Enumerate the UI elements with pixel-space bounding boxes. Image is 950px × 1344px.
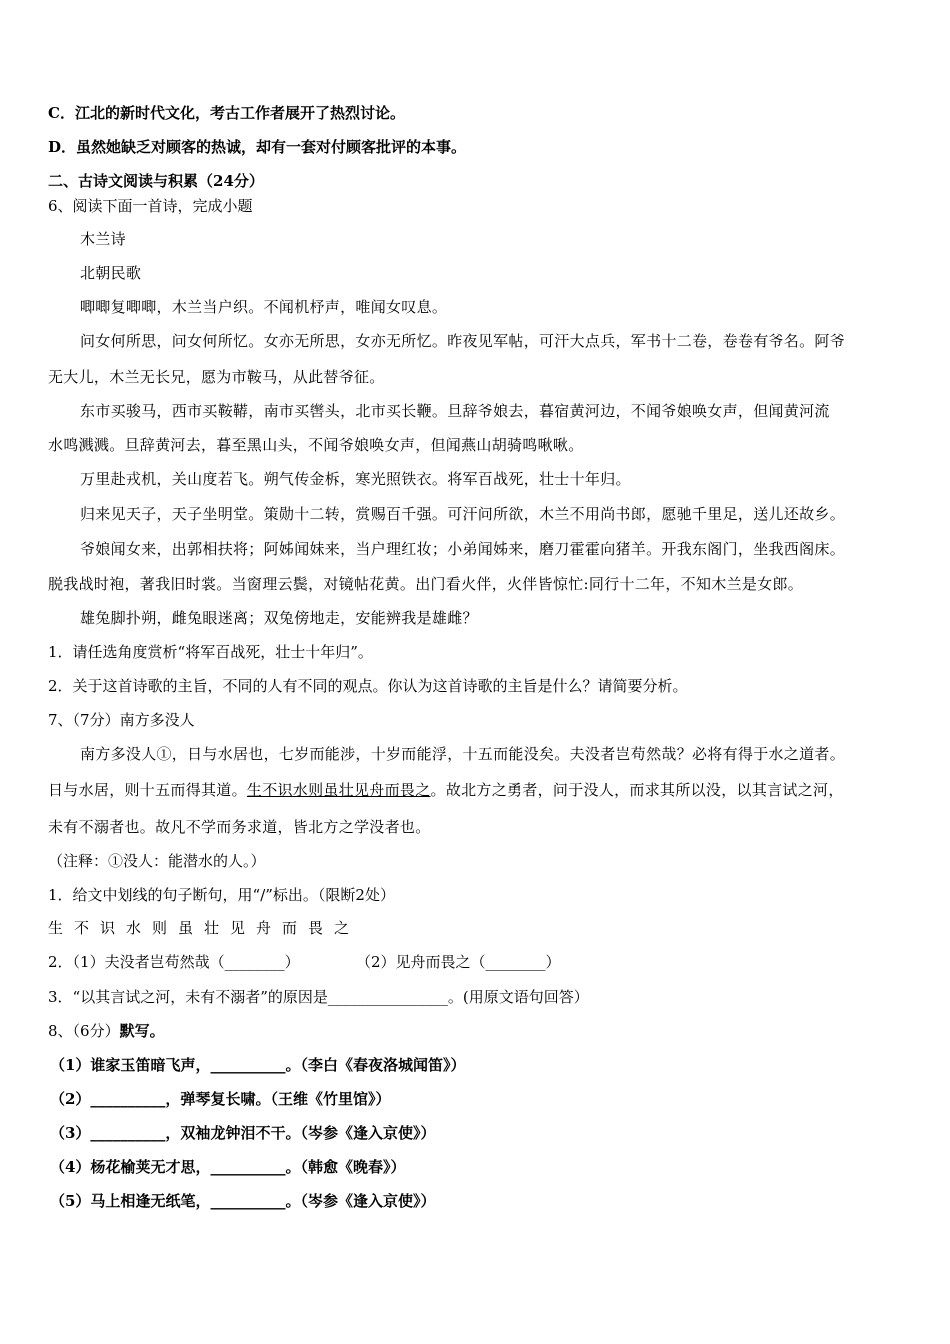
option-d: D．虽然她缺乏对顾客的热诚，却有一套对付顾客批评的本事。 (48, 138, 467, 156)
dictation-line: （1）谁家玉笛暗飞声，__________。（李白《春夜洛城闻笛》） (50, 1056, 466, 1074)
poem-source: 北朝民歌 (80, 264, 142, 282)
question-7-title: 7、（7分）南方多没人 (48, 711, 195, 729)
question-7-sub-1: 1．给文中划线的句子断句，用“/”标出。（限断2处） (48, 886, 395, 904)
passage-line (48, 779, 844, 801)
poem-paragraph: 爷娘闻女来，出郭相扶将；阿姊闻妹来，当户理红妆；小弟闻姊来，磨刀霍霍向猪羊。开我东阁门，坐我西阁床。 (80, 540, 846, 558)
dictation-line: （5）马上相逢无纸笔，__________。（岑参《逢入京使》） (50, 1192, 436, 1210)
question-6-sub-2: 2．关于这首诗歌的主旨，不同的人有不同的观点。你认为这首诗歌的主旨是什么？请简要分析。 (48, 677, 688, 695)
poem-paragraph: 雄兔脚扑朔，雌兔眼迷离；双兔傍地走，安能辨我是雄雌？ (80, 609, 478, 627)
dictation-line: （4）杨花榆荚无才思，__________。（韩愈《晚春》） (50, 1158, 406, 1176)
poem-paragraph: 东市买骏马，西市买鞍鞯，南市买辔头，北市买长鞭。旦辞爷娘去，暮宿黄河边，不闻爷娘唤女声，但闻黄河流 (80, 402, 830, 420)
passage-text: 。故北方之勇者，问于没人，而求其所以没，以其言试之河， (430, 781, 844, 799)
passage-text: 日与水居，则十五而得其道。 (48, 781, 247, 799)
poem-title: 木兰诗 (80, 230, 126, 248)
option-c: C．江北的新时代文化，考古工作者展开了热烈讨论。 (48, 104, 405, 122)
annotation-note: （注释：①没人：能潜水的人。） (48, 852, 266, 870)
sentence-to-punctuate: 生不识水则虽壮见舟而畏之 (48, 919, 361, 937)
poem-paragraph-cont: 脱我战时袍，著我旧时裳。当窗理云鬓，对镜帖花黄。出门看火伴，火伴皆惊忙:同行十二年，不知木兰是女郎。 (48, 575, 804, 593)
section-heading: 二、古诗文阅读与积累（24分） (48, 172, 264, 190)
dictation-line: （3）__________，双袖龙钟泪不干。（岑参《逢入京使》） (50, 1124, 436, 1142)
poem-paragraph: 万里赴戎机，关山度若飞。朔气传金柝，寒光照铁衣。将军百战死，壮士十年归。 (80, 470, 631, 488)
poem-paragraph: 唧唧复唧唧，木兰当户织。不闻机杼声，唯闻女叹息。 (80, 298, 448, 316)
poem-paragraph-cont: 无大儿，木兰无长兄，愿为市鞍马，从此替爷征。 (48, 368, 385, 386)
underlined-sentence: 生不识水则虽壮见舟而畏之 (246, 781, 431, 799)
poem-paragraph: 归来见天子，天子坐明堂。策勋十二转，赏赐百千强。可汗问所欲，木兰不用尚书郎，愿驰千里足，送儿还故乡。 (80, 505, 846, 523)
dictation-line: （2）__________，弹琴复长啸。（王维《竹里馆》） (50, 1090, 391, 1108)
poem-paragraph: 问女何所思，问女何所忆。女亦无所思，女亦无所忆。昨夜见军帖，可汗大点兵，军书十二卷，卷卷有爷名。阿爷 (80, 332, 846, 350)
poem-paragraph-cont: 水鸣溅溅。旦辞黄河去，暮至黑山头，不闻爷娘唤女声，但闻燕山胡骑鸣啾啾。 (48, 436, 584, 454)
question-7-sub-2b: （2）见舟而畏之（________） (356, 953, 561, 971)
passage-line: 南方多没人①，日与水居也，七岁而能涉，十岁而能浮，十五而能没矣。夫没者岂苟然哉？必将有得于水之道者。 (80, 745, 846, 763)
question-6-title: 6、阅读下面一首诗，完成小题 (48, 197, 253, 215)
question-6-sub-1: 1．请任选角度赏析“将军百战死，壮士十年归”。 (48, 643, 373, 661)
question-8-title (48, 1020, 165, 1042)
passage-line: 未有不溺者也。故凡不学而务求道，皆北方之学没者也。 (48, 818, 431, 836)
question-8-number: 8、（6分） (48, 1022, 120, 1040)
question-8-label: 默写。 (119, 1022, 165, 1040)
question-7-sub-3: 3．“以其言试之河，未有不溺者”的原因是________________。(用原文语句回答） (48, 988, 589, 1006)
question-7-sub-2a: 2．（1）夫没者岂苟然哉（________） (48, 953, 300, 971)
